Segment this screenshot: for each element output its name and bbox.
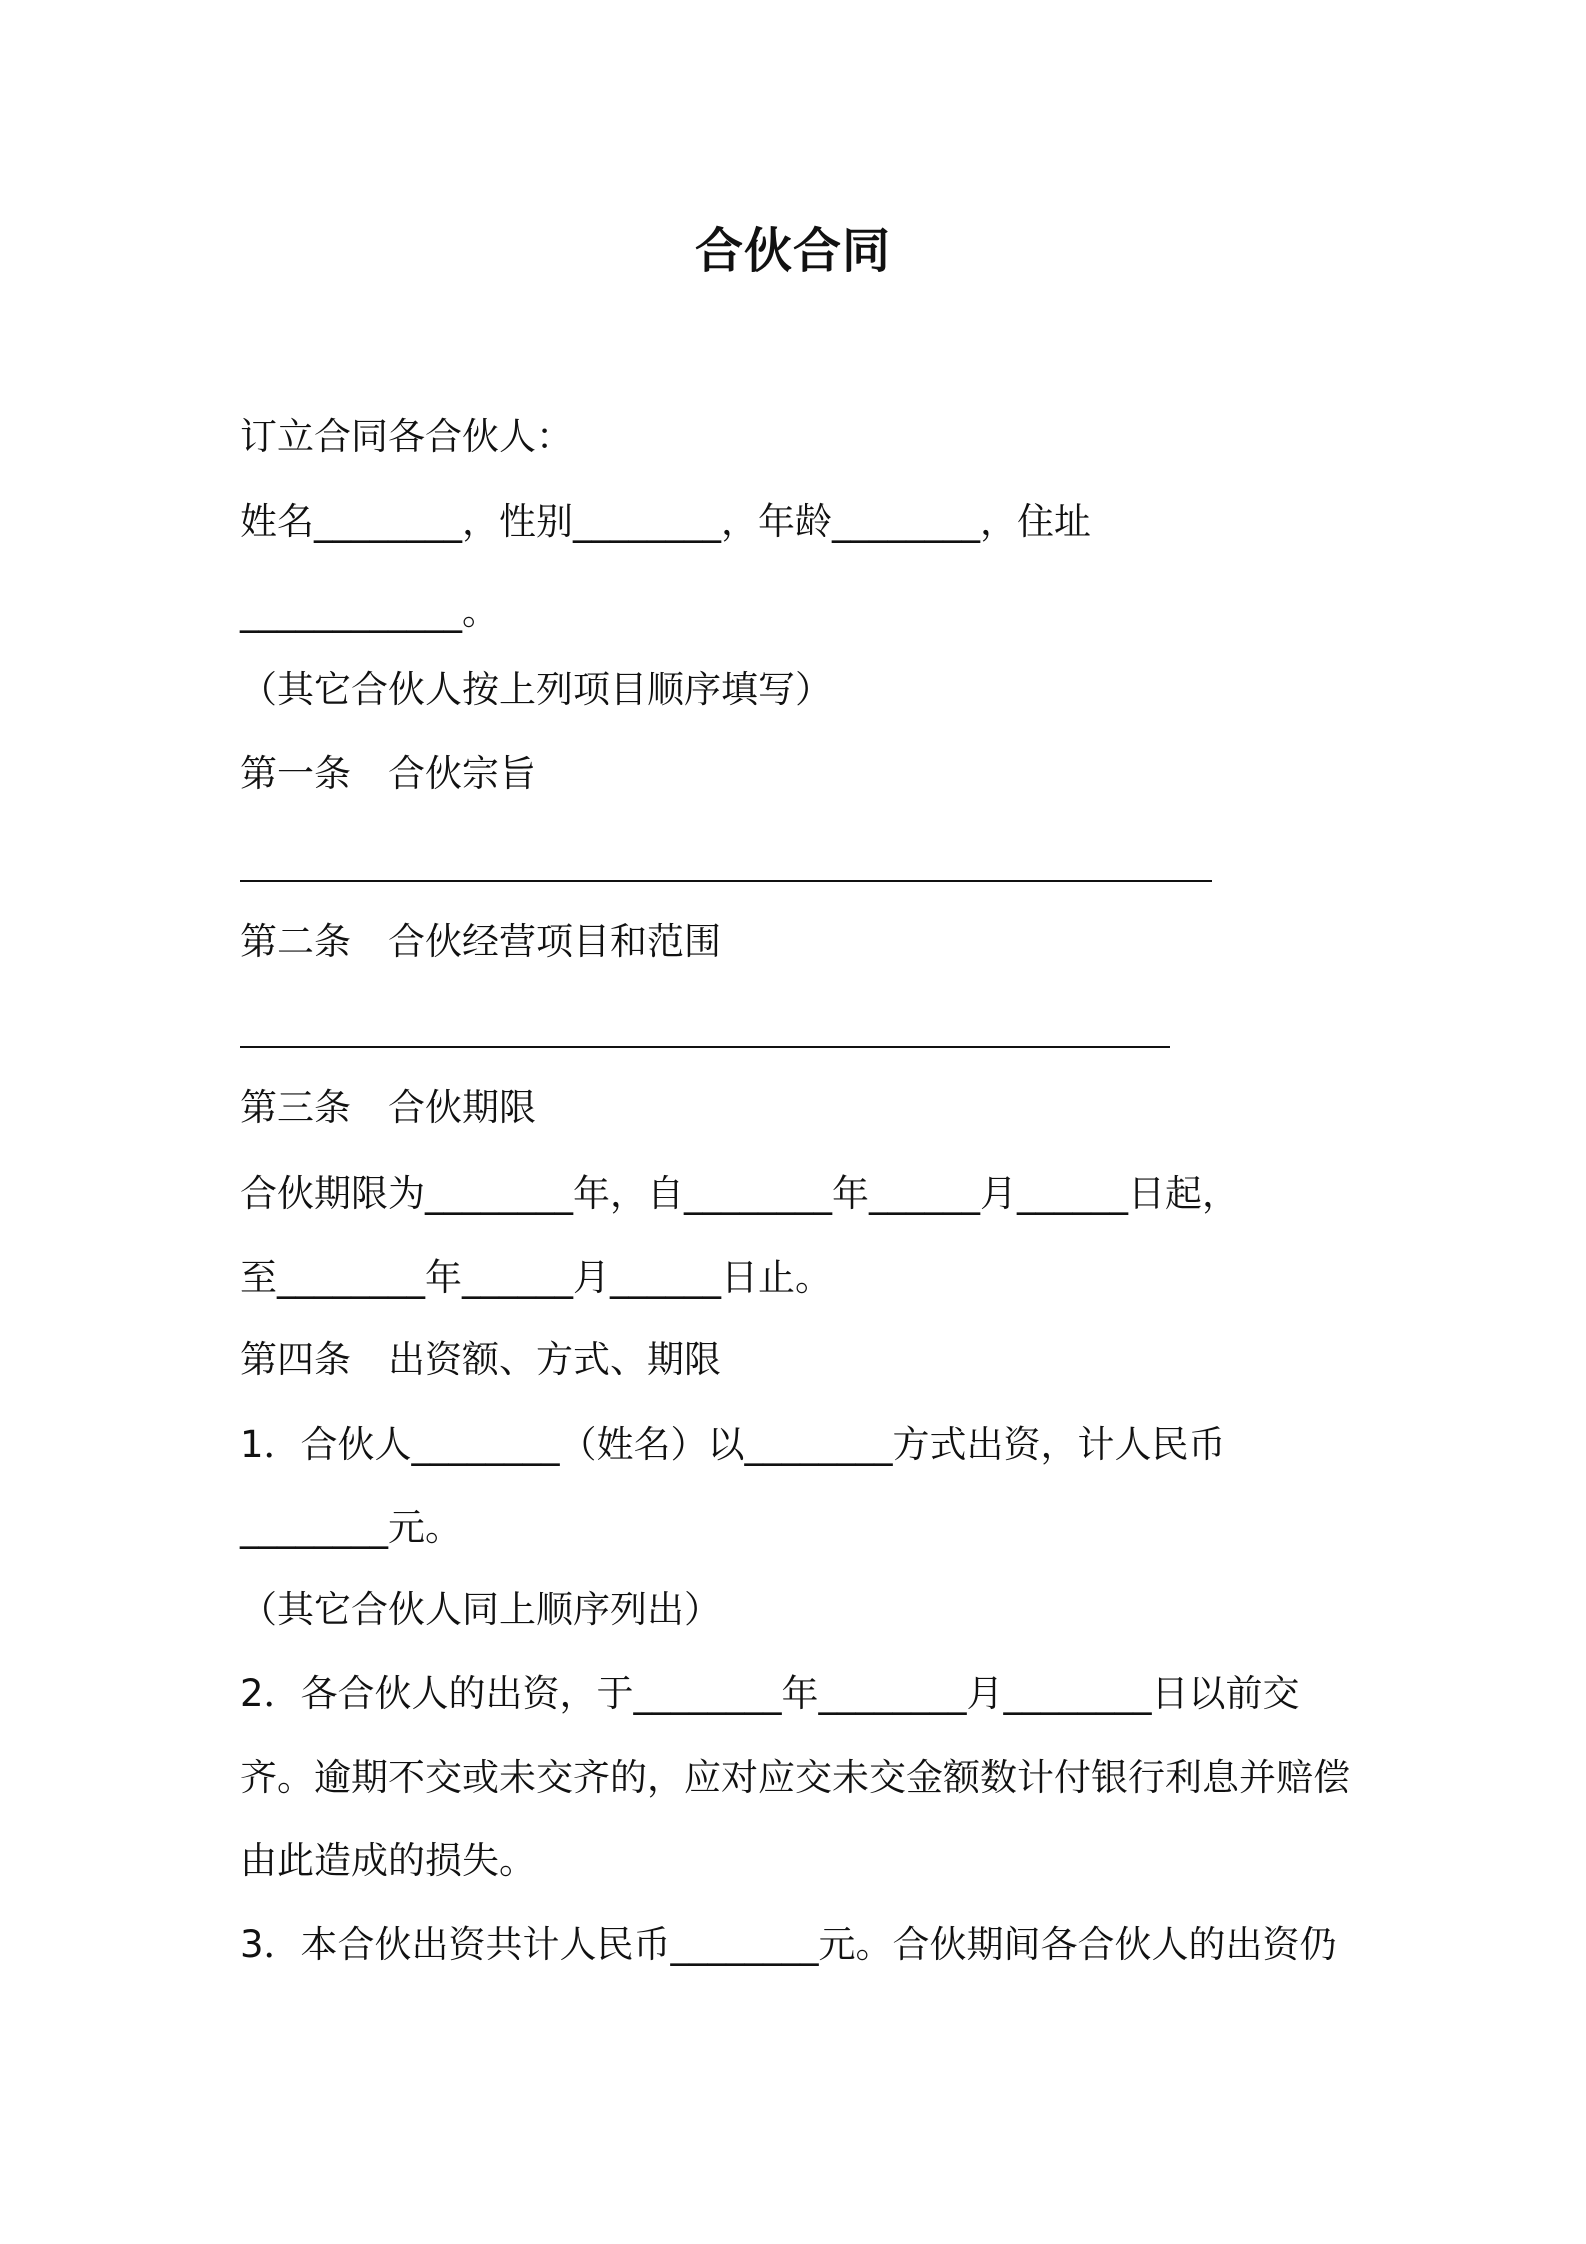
article-3-heading: 第三条 合伙期限: [240, 1086, 536, 1129]
other-partners-order-note: （其它合伙人同上顺序列出）: [240, 1588, 721, 1631]
contribution-item-2-end: 由此造成的损失。: [240, 1839, 536, 1882]
page-title: 合伙合同: [694, 223, 891, 279]
party-address-blank: ____________。: [240, 590, 499, 633]
term-end-line: 至________年______月______日止。: [240, 1256, 832, 1299]
term-start-line: 合伙期限为________年，自________年______月______日起，: [240, 1172, 1239, 1215]
contribution-amount-line: ________元。: [240, 1506, 462, 1549]
other-partners-note: （其它合伙人按上列项目顺序填写）: [240, 668, 832, 711]
contribution-item-3: 3．本合伙出资共计人民币________元。合伙期间各合伙人的出资仍: [240, 1923, 1337, 1966]
parties-heading: 订立合同各合伙人：: [240, 415, 573, 458]
article-2-blank-line: [240, 1046, 1170, 1048]
article-2-heading: 第二条 合伙经营项目和范围: [240, 920, 721, 963]
contribution-item-2: 2．各合伙人的出资，于________年________月________日以前交: [240, 1672, 1300, 1715]
article-1-blank-line: [240, 880, 1212, 882]
party-info-line: 姓名________，性别________，年龄________，住址: [240, 500, 1091, 543]
contribution-item-2-cont: 齐。逾期不交或未交齐的，应对应交未交金额数计付银行利息并赔偿: [240, 1756, 1350, 1799]
contribution-item-1: 1．合伙人________（姓名）以________方式出资，计人民币: [240, 1423, 1226, 1466]
article-1-heading: 第一条 合伙宗旨: [240, 752, 536, 795]
article-4-heading: 第四条 出资额、方式、期限: [240, 1338, 721, 1381]
